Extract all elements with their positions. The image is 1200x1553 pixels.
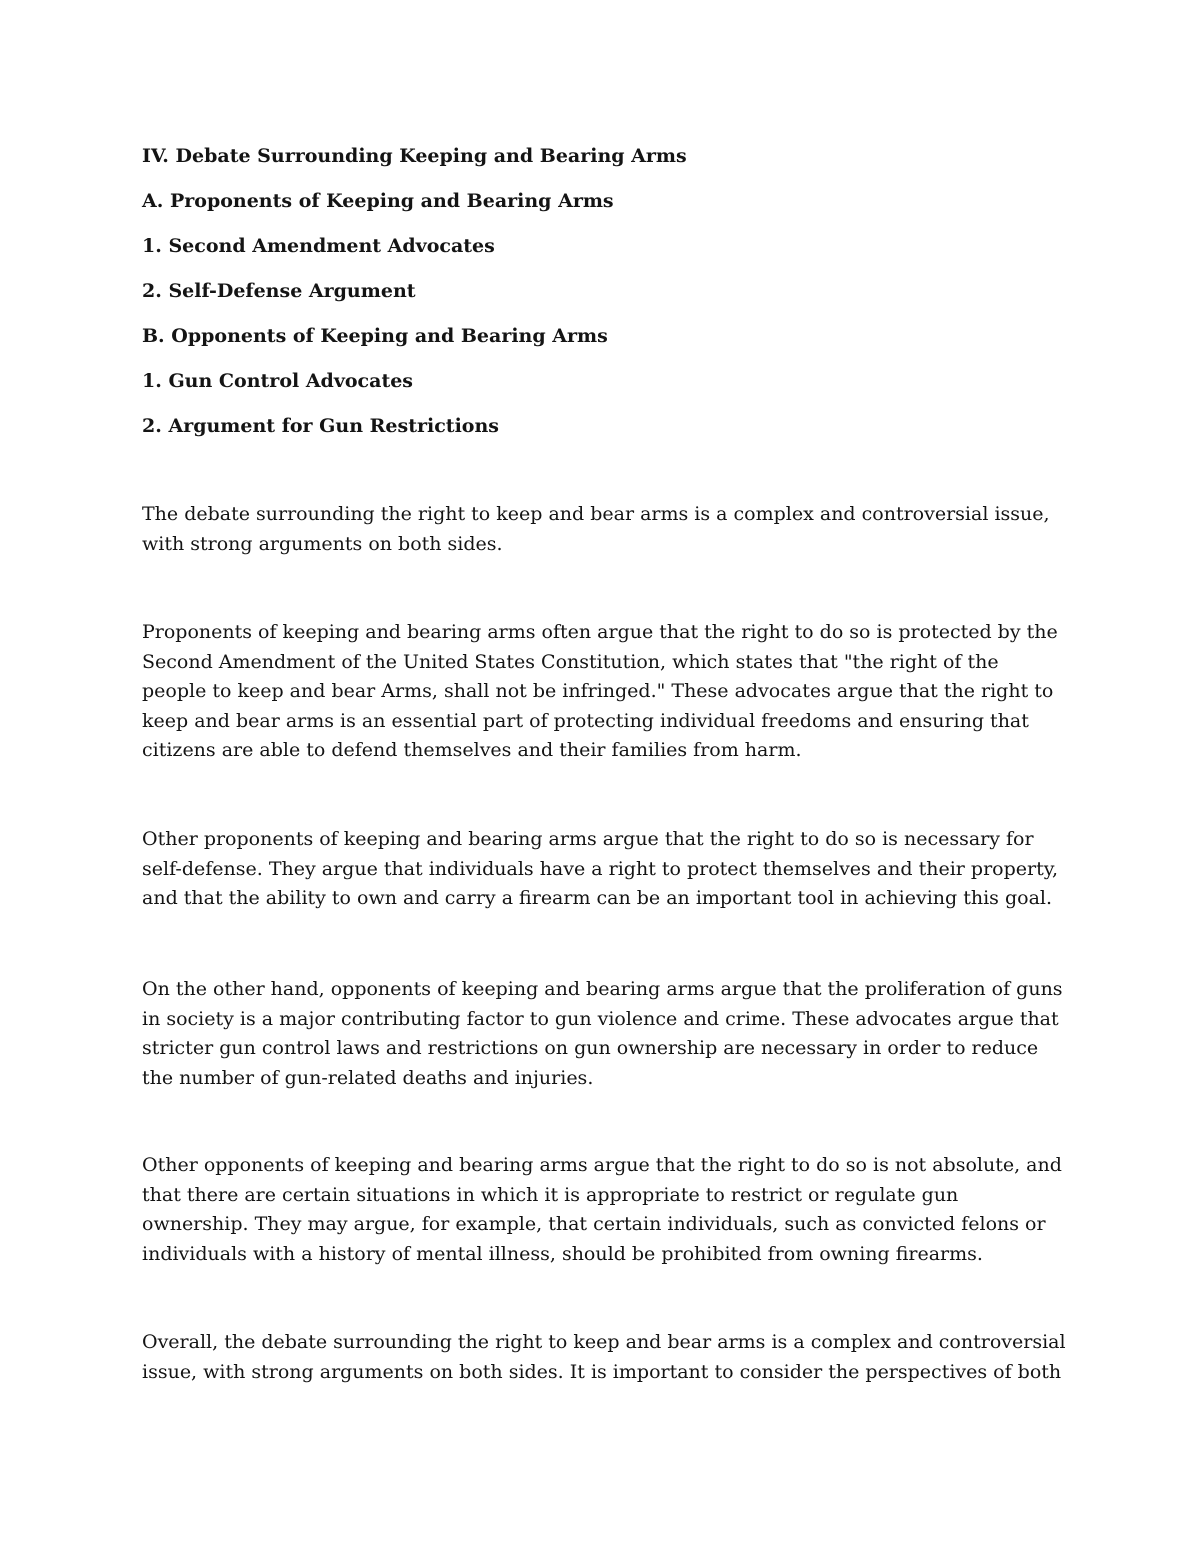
outline-item-opponents: B. Opponents of Keeping and Bearing Arms bbox=[142, 325, 608, 347]
paragraph-self-defense: Other proponents of keeping and bearing arms argue that the right to do so is necessary for self-defense. They argue that individuals have a right to protect themselves and their property, and that the ability to own and carry a firearm can be an important tool in achieving this goal. bbox=[142, 828, 1058, 910]
section-heading: IV. Debate Surrounding Keeping and Bearing Arms bbox=[142, 145, 687, 167]
paragraph-second-amendment: Proponents of keeping and bearing arms often argue that the right to do so is protected by the Second Amendment of the United States Constitution, which states that "the right of the people to keep and bear Arms, shall not be infringed." These advocates argue that the right to keep and bear arms is an essential part of protecting individual freedoms and ensuring that citizens are able to defend themselves and their families from harm. bbox=[142, 621, 1058, 762]
outline-item-gun-control: 1. Gun Control Advocates bbox=[142, 370, 414, 392]
outline-item-restrictions: 2. Argument for Gun Restrictions bbox=[142, 415, 499, 437]
paragraph-intro: The debate surrounding the right to keep and bear arms is a complex and controversial issue, with strong arguments on both sides. bbox=[142, 503, 1050, 555]
paragraph-gun-violence: On the other hand, opponents of keeping and bearing arms argue that the proliferation of guns in society is a major contributing factor to gun violence and crime. These advocates argue that stricter gun control laws and restrictions on gun ownership are necessary in order to reduce the number of gun-related deaths and injuries. bbox=[142, 978, 1063, 1089]
outline bbox=[142, 141, 1062, 456]
outline-item-second-amendment: 1. Second Amendment Advocates bbox=[142, 235, 495, 257]
paragraph-restrictions: Other opponents of keeping and bearing arms argue that the right to do so is not absolute, and that there are certain situations in which it is appropriate to restrict or regulate gun ownership. They may argue, for example, that certain individuals, such as convicted felons or individuals with a history of mental illness, should be prohibited from owning firearms. bbox=[142, 1154, 1062, 1265]
outline-item-self-defense: 2. Self-Defense Argument bbox=[142, 280, 416, 302]
outline-item-proponents: A. Proponents of Keeping and Bearing Arms bbox=[142, 190, 614, 212]
paragraph-conclusion: Overall, the debate surrounding the right to keep and bear arms is a complex and controversial issue, with strong arguments on both sides. It is important to consider the perspectives of both bbox=[142, 1331, 1066, 1383]
